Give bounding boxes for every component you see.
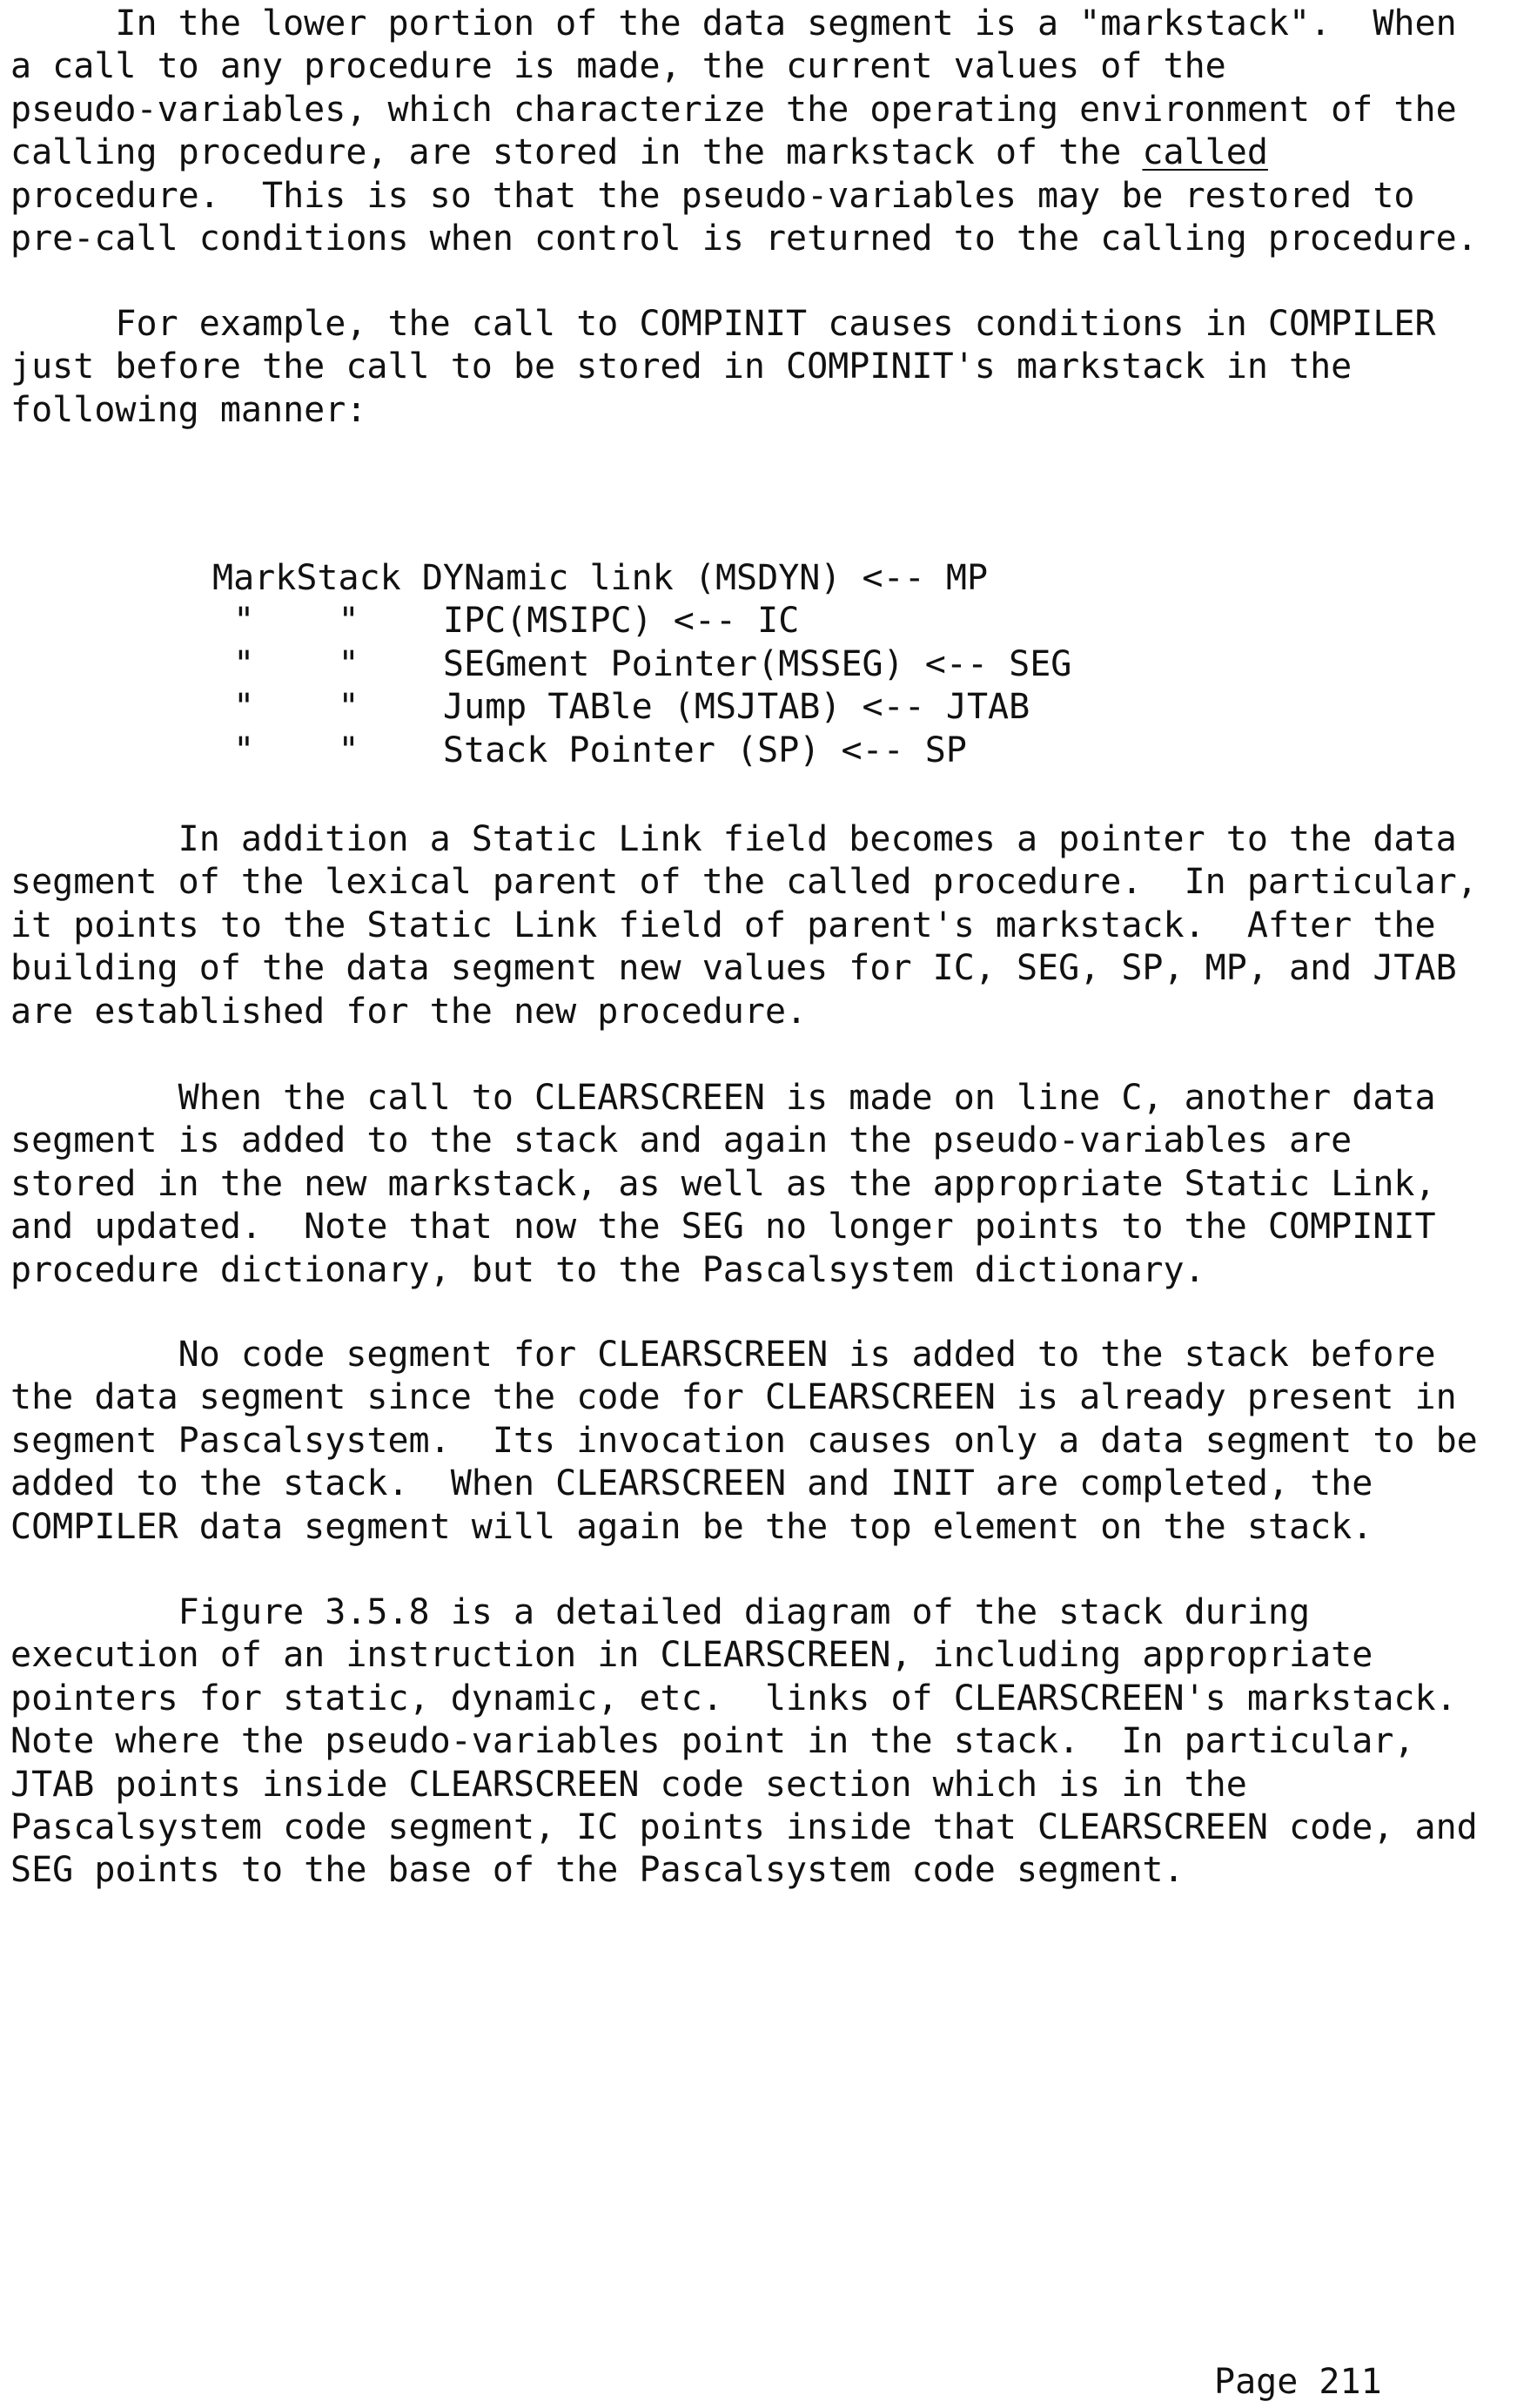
- text-line: In addition a Static Link field becomes a pointer to the data: [10, 819, 1457, 859]
- markstack-listing: [212, 557, 1071, 772]
- paragraph-compinit-example: [10, 303, 1507, 432]
- markstack-row: MarkStack DYNamic link (MSDYN) <-- MP: [212, 558, 989, 598]
- paragraph-no-code-segment: [10, 1334, 1507, 1549]
- underlined-word: called: [1142, 132, 1268, 173]
- text-line: procedure dictionary, but to the Pascalsystem dictionary.: [10, 1249, 1205, 1290]
- text-line: pointers for static, dynamic, etc. links of CLEARSCREEN's markstack.: [10, 1678, 1457, 1719]
- markstack-row: " " Stack Pointer (SP) <-- SP: [212, 730, 967, 770]
- text-line: following manner:: [10, 389, 367, 430]
- paragraph-static-link: [10, 818, 1507, 1033]
- paragraph-clearscreen-call: [10, 1077, 1507, 1292]
- text-line: stored in the new markstack, as well as the appropriate Static Link,: [10, 1163, 1436, 1204]
- markstack-row: " " Jump TABle (MSJTAB) <-- JTAB: [212, 687, 1030, 728]
- text-line: COMPILER data segment will again be the top element on the stack.: [10, 1506, 1373, 1547]
- text-line: JTAB points inside CLEARSCREEN code section which is in the: [10, 1764, 1247, 1805]
- paragraph-markstack-intro: [10, 3, 1507, 260]
- text-line: pseudo-variables, which characterize the operating environment of the: [10, 89, 1457, 130]
- paragraph-figure-reference: [10, 1591, 1507, 1893]
- text-line: segment is added to the stack and again the pseudo-variables are: [10, 1120, 1353, 1161]
- text-line: segment of the lexical parent of the called procedure. In particular,: [10, 862, 1478, 903]
- text-line: segment Pascalsystem. Its invocation causes only a data segment to be: [10, 1420, 1478, 1461]
- page-number: Page 211: [1214, 2362, 1382, 2402]
- text-line: Pascalsystem code segment, IC points inside that CLEARSCREEN code, and: [10, 1807, 1478, 1848]
- text-line: and updated. Note that now the SEG no longer points to the COMPINIT: [10, 1207, 1436, 1248]
- text-line: it points to the Static Link field of parent's markstack. After the: [10, 905, 1436, 945]
- text-line: procedure. This is so that the pseudo-variables may be restored to: [10, 175, 1415, 216]
- text-line: a call to any procedure is made, the current values of the: [10, 46, 1226, 87]
- markstack-row: " " IPC(MSIPC) <-- IC: [212, 601, 800, 642]
- text-line: added to the stack. When CLEARSCREEN and INIT are completed, the: [10, 1463, 1373, 1504]
- text-line: building of the data segment new values for IC, SEG, SP, MP, and JTAB: [10, 948, 1457, 989]
- text-line: SEG points to the base of the Pascalsystem code segment.: [10, 1850, 1185, 1891]
- text-segment: calling procedure, are stored in the markstack of the: [10, 132, 1143, 173]
- text-line: In the lower portion of the data segment is a "markstack". When: [10, 3, 1457, 44]
- text-line: Figure 3.5.8 is a detailed diagram of the stack during: [10, 1592, 1311, 1632]
- text-line: pre-call conditions when control is returned to the calling procedure.: [10, 219, 1478, 259]
- text-line: Note where the pseudo-variables point in the stack. In particular,: [10, 1721, 1415, 1762]
- markstack-row: " " SEGment Pointer(MSSEG) <-- SEG: [212, 643, 1072, 684]
- text-line: are established for the new procedure.: [10, 991, 808, 1032]
- text-line: When the call to CLEARSCREEN is made on line C, another data: [10, 1078, 1436, 1118]
- text-line: execution of an instruction in CLEARSCREEN, including appropriate: [10, 1635, 1373, 1676]
- text-line: No code segment for CLEARSCREEN is added to the stack before: [10, 1335, 1436, 1375]
- text-line: [10, 131, 1507, 174]
- text-line: just before the call to be stored in COMPINIT's markstack in the: [10, 346, 1353, 387]
- text-line: For example, the call to COMPINIT causes conditions in COMPILER: [10, 304, 1436, 344]
- text-line: the data segment since the code for CLEARSCREEN is already present in: [10, 1377, 1457, 1418]
